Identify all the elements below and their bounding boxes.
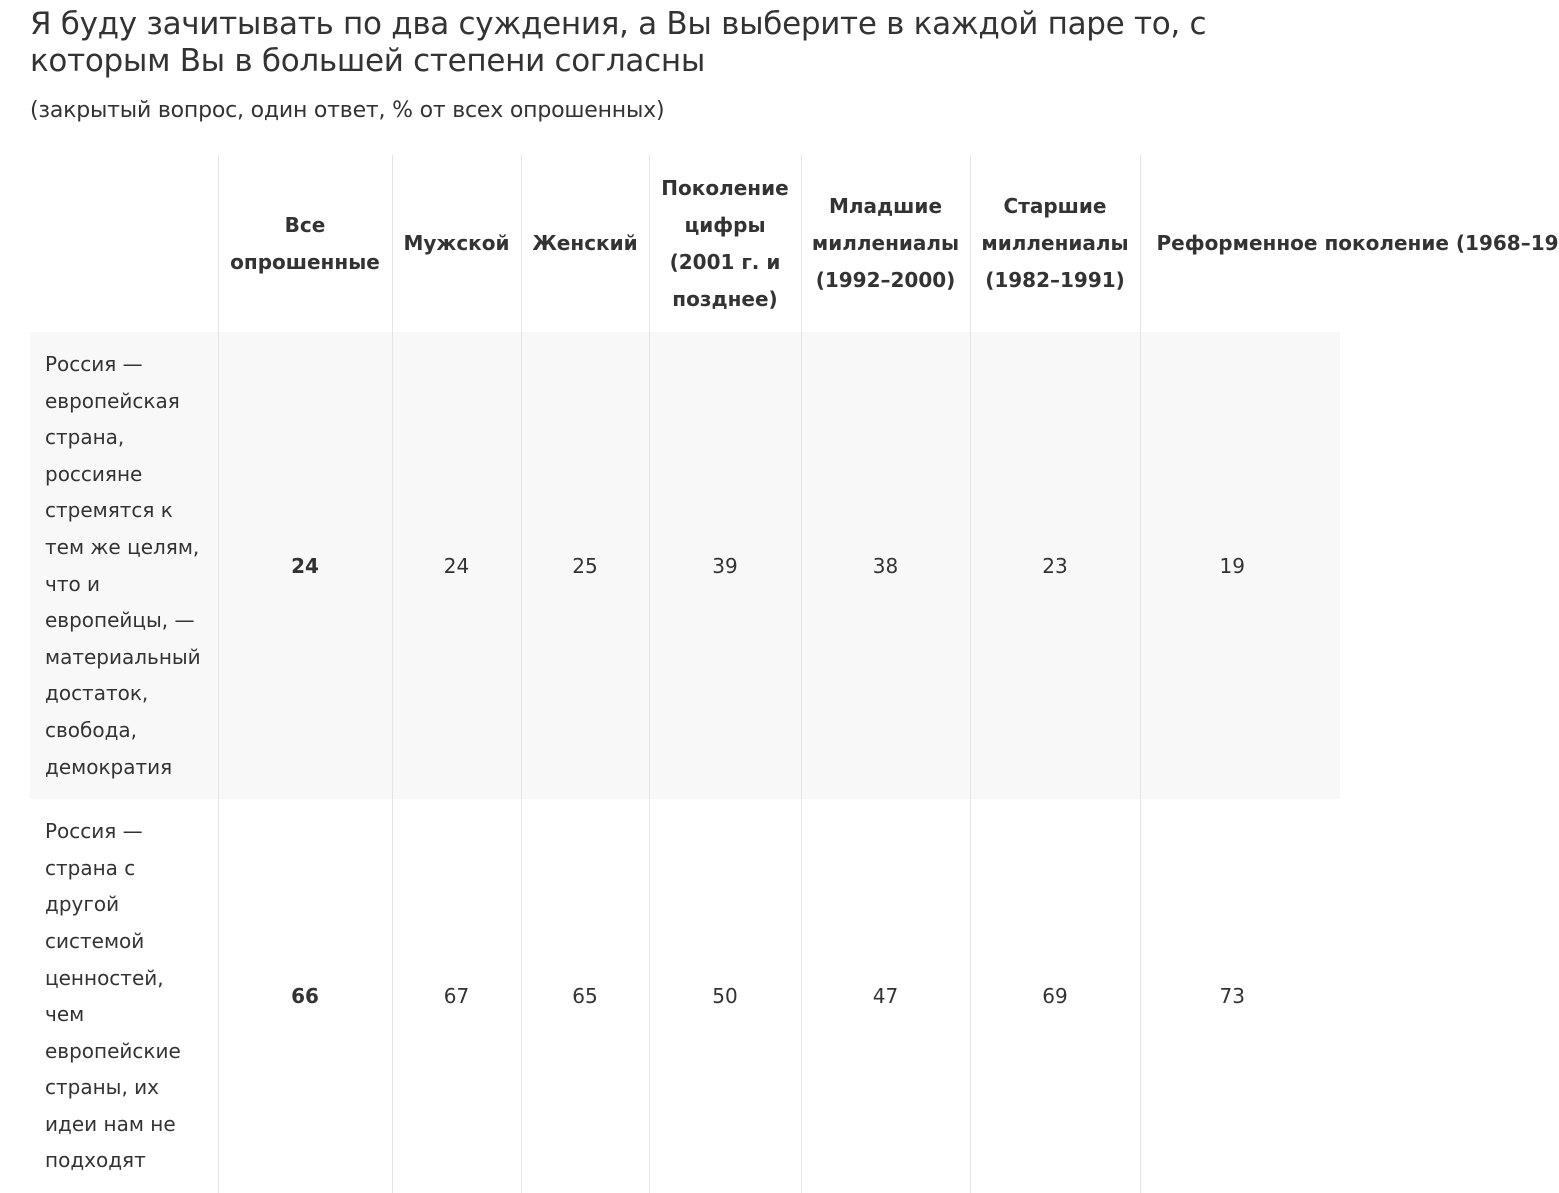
header-digital-generation: Поколение цифры (2001 г. и позднее) [649,155,801,332]
table-cell: 38 [801,332,970,799]
table-cell: 25 [521,332,649,799]
header-male: Мужской [392,155,521,332]
table-cell: 65 [521,799,649,1193]
table-cell: 67 [392,799,521,1193]
row-label: Россия — европейская страна, россияне стремятся к тем же целям, что и европейцы, — материальный достаток, свобода, демократия [30,332,218,799]
table-cell-all: 66 [218,799,392,1193]
table-cell: 50 [649,799,801,1193]
table-cell: 47 [801,799,970,1193]
table-cell: 23 [970,332,1140,799]
header-female: Женский [521,155,649,332]
table-cell: 69 [970,799,1140,1193]
header-empty [30,155,218,332]
table-header-row [30,155,1340,332]
survey-table [30,155,1559,1193]
row-label: Россия — страна с другой системой ценностей, чем европейские страны, их идеи нам не подходят [30,799,218,1193]
question-note: (закрытый вопрос, один ответ, % от всех опрошенных) [30,98,665,123]
table-row [30,799,1340,1193]
table-row [30,332,1340,799]
header-reform-generation: Реформенное поколение (1968–19 [1140,155,1340,332]
table-cell: 73 [1140,799,1340,1193]
header-young-millennials: Младшие миллениалы (1992–2000) [801,155,970,332]
page-title: Я буду зачитывать по два суждения, а Вы выберите в каждой паре то, с которым Вы в большей степени согласны [30,6,1207,79]
header-all-respondents: Все опрошенные [218,155,392,332]
table-cell-all: 24 [218,332,392,799]
table-cell: 24 [392,332,521,799]
table-cell: 19 [1140,332,1340,799]
table-cell: 39 [649,332,801,799]
survey-table-container[interactable] [30,155,1559,1184]
header-old-millennials: Старшие миллениалы (1982–1991) [970,155,1140,332]
